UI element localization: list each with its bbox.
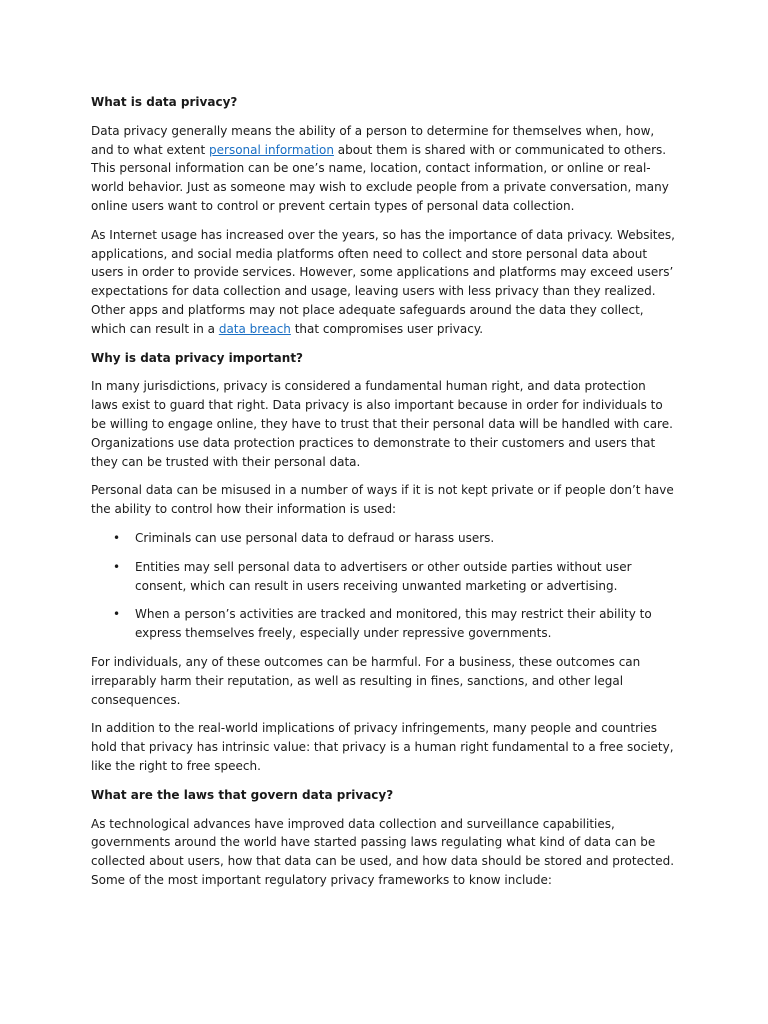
link-data-breach[interactable]: data breach — [218, 321, 291, 336]
paragraph-misuse: Personal data can be misused in a number of ways if it is not kept private or if people don’t have the ability to control how their information is used: — [91, 483, 674, 517]
heading-laws: What are the laws that govern data privacy? — [91, 787, 394, 802]
paragraph-internet-usage — [91, 226, 676, 339]
link-personal-information[interactable]: personal information — [209, 142, 334, 157]
heading-why-important: Why is data privacy important? — [91, 350, 304, 365]
list-item-text: Criminals can use personal data to defraud or harass users. — [135, 530, 495, 545]
paragraph-text: As Internet usage has increased over the years, so has the importance of data privacy. Websites, applications, and social media platforms often need to collect and store personal data about users in order to provide services. However, some applications and platforms may exceed users’ expectations for data collection and usage, leaving users with less privacy than they realized. Other apps and platforms may not place adequate safeguards around the data they collect, which can result in a — [91, 227, 675, 336]
list-item-text: Entities may sell personal data to advertisers or other outside parties without user consent, which can result in users receiving unwanted marketing or advertising. — [135, 559, 632, 593]
bullet-icon: • — [113, 530, 121, 545]
bullet-icon: • — [113, 607, 121, 622]
misuse-list — [91, 529, 676, 643]
paragraph-outcomes: For individuals, any of these outcomes can be harmful. For a business, these outcomes can irreparably harm their reputation, as well as resulting in fines, sanctions, and other legal consequences. — [91, 654, 641, 707]
list-item — [113, 605, 676, 643]
paragraph-jurisdictions: In many jurisdictions, privacy is considered a fundamental human right, and data protection laws exist to guard that right. Data privacy is also important because in order for individuals to be willing to engage online, they have to trust that their personal data will be handled with care. Organizations use data protection practices to demonstrate to their customers and users that they can be trusted with their personal data. — [91, 379, 673, 469]
paragraph-text: Data privacy generally means the ability of a person to determine for themselves when, how, and to what extent — [91, 123, 655, 157]
paragraph-regulations: As technological advances have improved data collection and surveillance capabilities, governments around the world have started passing laws regulating what kind of data can be collected about users, how that data can be used, and how data should be stored and protected. Some of the most important regulatory privacy frameworks to know include: — [91, 816, 675, 887]
heading-what-is-data-privacy: What is data privacy? — [91, 95, 238, 109]
bullet-icon: • — [113, 559, 121, 574]
list-item — [113, 558, 676, 596]
list-item-text: When a person’s activities are tracked and monitored, this may restrict their ability to express themselves freely, especially under repressive governments. — [135, 607, 652, 641]
paragraph-definition — [91, 122, 676, 216]
paragraph-text: about them is shared with or communicated to others. This personal information can be one’s name, location, contact information, or online or real-world behavior. Just as someone may wish to exclude people from a private conversation, many online users want to control or prevent certain types of personal data collection. — [91, 142, 669, 213]
paragraph-text: that compromises user privacy. — [290, 321, 484, 336]
list-item — [113, 529, 676, 548]
paragraph-intrinsic-value: In addition to the real-world implications of privacy infringements, many people and countries hold that privacy has intrinsic value: that privacy is a human right fundamental to a free society, like the right to free speech. — [91, 721, 674, 773]
